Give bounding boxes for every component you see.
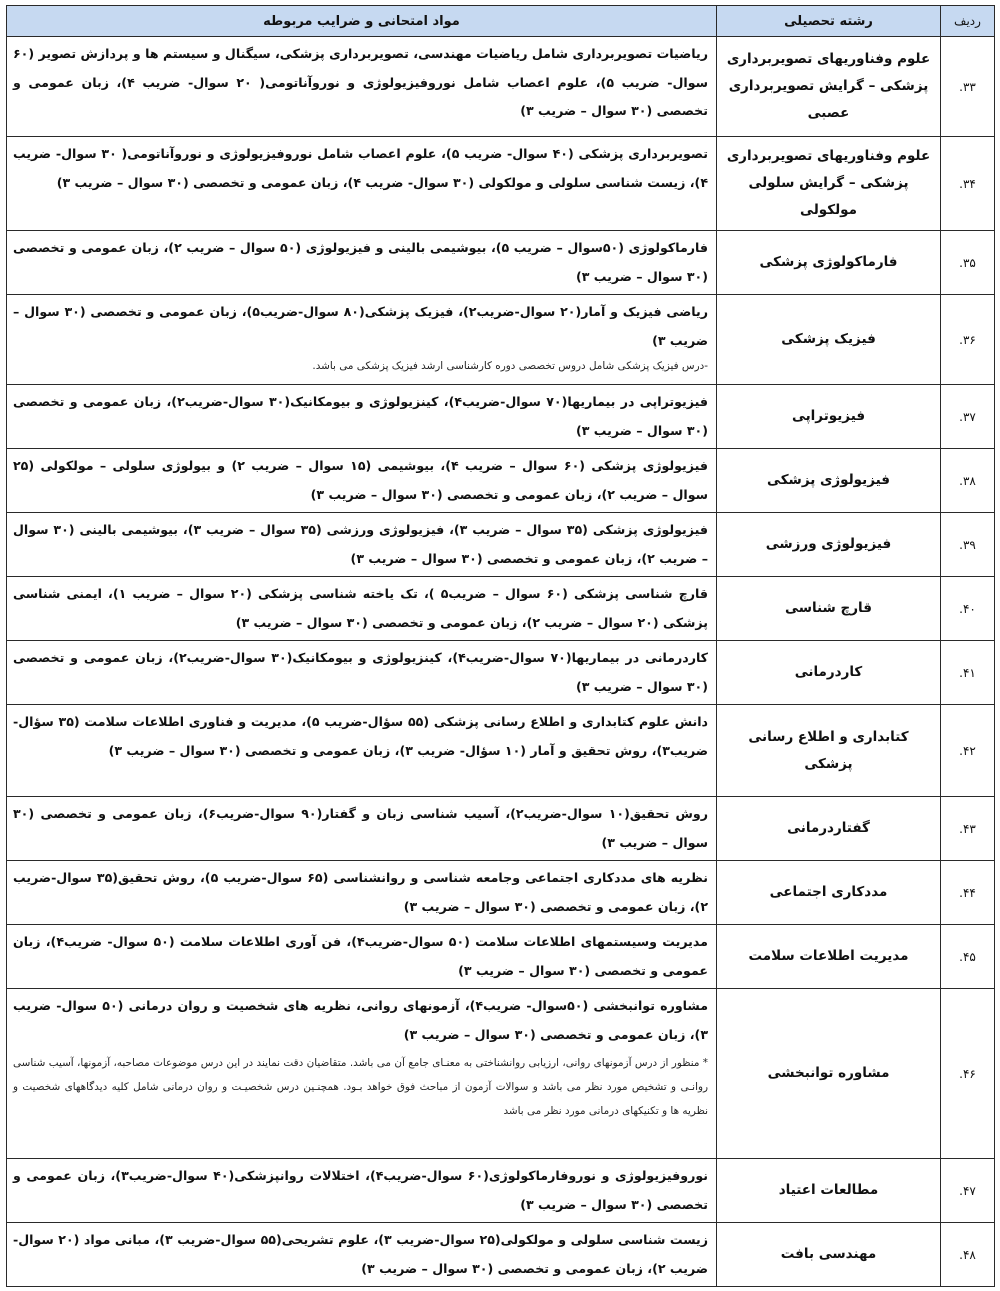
table-row [7, 705, 995, 797]
header-row-number: ردیف [941, 6, 995, 37]
field-name: فیزیولوژی ورزشی [717, 513, 941, 577]
subjects-cell [7, 449, 717, 513]
subjects-cell [7, 385, 717, 449]
field-name: مهندسی بافت [717, 1223, 941, 1287]
table-body [7, 37, 995, 1287]
subjects-text: مدیریت وسیستمهای اطلاعات سلامت (۵۰ سوال-ضریب۴)، فن آوری اطلاعات سلامت (۵۰ سوال- ضریب۴)، زبان عمومی و تخصصی (۳۰ سوال – ضریب ۳) [13, 934, 708, 978]
subjects-cell [7, 1223, 717, 1287]
subjects-text: فیزیوتراپی در بیماریها(۷۰ سوال-ضریب۴)، کینزیولوژی و بیومکانیک(۳۰ سوال-ضریب۲)، زبان عمومی و تخصصی (۳۰ سوال – ضریب ۳) [13, 394, 709, 438]
field-name: مشاوره توانبخشی [717, 989, 941, 1159]
table-row [7, 449, 995, 513]
subjects-cell [7, 705, 717, 797]
row-number: ۴۲. [941, 705, 995, 797]
subjects-cell [7, 797, 717, 861]
subjects-text: ریاضی فیزیک و آمار(۲۰ سوال-ضریب۲)، فیزیک پزشکی(۸۰ سوال-ضریب۵)، زبان عمومی و تخصصی (۳۰ سوال – ضریب ۳) [13, 304, 708, 348]
table-row [7, 295, 995, 385]
subjects-text: فیزیولوژی پزشکی (۳۵ سوال – ضریب ۳)، فیزیولوژی ورزشی (۳۵ سوال – ضریب ۳)، بیوشیمی بالینی (۳۰ سوال – ضریب ۲)، زبان عمومی و تخصصی (۳۰ سوال – ضریب ۳) [13, 522, 708, 566]
subjects-cell [7, 577, 717, 641]
header-subjects: مواد امتحانی و ضرایب مربوطه [7, 6, 717, 37]
row-number: ۴۰. [941, 577, 995, 641]
subjects-cell [7, 925, 717, 989]
subjects-text: مشاوره توانبخشی (۵۰سوال- ضریب۴)، آزمونهای روانی، نظریه های شخصیت و روان درمانی (۵۰ سوال- ضریب ۳)، زبان عمومی و تخصصی (۳۰ سوال – ضریب ۳) [13, 998, 708, 1042]
subjects-text: نوروفیزیولوژی و نوروفارماکولوژی(۶۰ سوال-ضریب۴)، اختلالات روانپزشکی(۴۰ سوال-ضریب۳)، زبان عمومی و تخصصی (۳۰ سوال – ضریب ۳) [13, 1168, 708, 1212]
field-name: فیزیک پزشکی [717, 295, 941, 385]
subjects-text: دانش علوم کتابداری و اطلاع رسانی پزشکی (۵۵ سؤال-ضریب ۵)، مدیریت و فناوری اطلاعات سلامت (۳۵ سؤال-ضریب۳)، روش تحقیق و آمار (۱۰ سؤال- ضریب ۳)، زبان عمومی و تخصصی (۳۰ سوال – ضریب ۳) [13, 714, 709, 758]
row-number: ۴۸. [941, 1223, 995, 1287]
subjects-cell [7, 295, 717, 385]
field-name: مددکاری اجتماعی [717, 861, 941, 925]
table-row [7, 231, 995, 295]
subjects-text: زیست شناسی سلولی و مولکولی(۲۵ سوال-ضریب ۳)، علوم تشریحی(۵۵ سوال-ضریب ۳)، مبانی مواد (۲۰ سوال- ضریب ۲)، زبان عمومی و تخصصی (۳۰ سوال – ضریب ۳) [13, 1232, 709, 1276]
row-number: ۴۶. [941, 989, 995, 1159]
subjects-cell [7, 861, 717, 925]
exam-subjects-table [6, 5, 995, 1287]
subjects-note: -درس فیزیک پزشکی شامل دروس تخصصی دوره کارشناسی ارشد فیزیک پزشکی می باشد. [312, 360, 708, 372]
row-number: ۳۸. [941, 449, 995, 513]
row-number: ۳۵. [941, 231, 995, 295]
subjects-text: قارچ شناسی پزشکی (۶۰ سوال – ضریب۵ )، تک یاخته شناسی پزشکی (۲۰ سوال – ضریب ۱)، ایمنی شناسی پزشکی (۲۰ سوال – ضریب ۲)، زبان عمومی و تخصصی (۳۰ سوال – ضریب ۳) [13, 586, 708, 630]
field-name: فیزیولوژی پزشکی [717, 449, 941, 513]
field-name: فیزیوتراپی [717, 385, 941, 449]
field-name: علوم وفناوریهای تصویربرداری پزشکی – گرایش تصویربرداری عصبی [717, 37, 941, 137]
field-name: کتابداری و اطلاع رسانی پزشکی [717, 705, 941, 797]
field-name: گفتاردرمانی [717, 797, 941, 861]
table-row [7, 1223, 995, 1287]
table-row [7, 513, 995, 577]
row-number: ۴۵. [941, 925, 995, 989]
table-row [7, 797, 995, 861]
subjects-note: * منظور از درس آزمونهای روانی، ارزیابی روانشناختی به معنـای جامع آن می باشد. متقاضیان دقت نمایند در این درس موضوعات مصاحبه، آزمونها، آسیب شناسی روانـی و تشخیص مورد نظر می باشد و سوالات آزمون از مباحث فوق خواهد بـود. همچنـین درس شخصیـت و روان درمانی شامل کلیه دیدگاههای شخصیت و نظریه ها و تکنیکهای درمانی مورد نظر می باشد [13, 1057, 708, 1117]
subjects-cell [7, 231, 717, 295]
table-row [7, 385, 995, 449]
subjects-text: نظریه های مددکاری اجتماعی وجامعه شناسی و روانشناسی (۶۵ سوال-ضریب ۵)، روش تحقیق(۳۵ سوال-ضریب ۲)، زبان عمومی و تخصصی (۳۰ سوال – ضریب ۳) [13, 870, 708, 914]
row-number: ۳۷. [941, 385, 995, 449]
subjects-cell [7, 513, 717, 577]
row-number: ۴۳. [941, 797, 995, 861]
row-number: ۳۴. [941, 137, 995, 231]
header-field: رشته تحصیلی [717, 6, 941, 37]
field-name: قارچ شناسی [717, 577, 941, 641]
table-row [7, 137, 995, 231]
field-name: کاردرمانی [717, 641, 941, 705]
field-name: علوم وفناوریهای تصویربرداری پزشکی – گرایش سلولی مولکولی [717, 137, 941, 231]
subjects-text: ریاضیات تصویربرداری شامل ریاضیات مهندسی، تصویربرداری پزشکی، سیگنال و سیستم ها و پردازش تصویر (۶۰ سوال- ضریب ۵)، علوم اعصاب شامل نوروفیزیولوژی و نوروآناتومی( ۲۰ سوال- ضریب ۴)، زبان عمومی و تخصصی (۳۰ سوال – ضریب ۳) [13, 46, 708, 118]
field-name: مدیریت اطلاعات سلامت [717, 925, 941, 989]
subjects-cell [7, 641, 717, 705]
row-number: ۴۷. [941, 1159, 995, 1223]
subjects-text: روش تحقیق(۱۰ سوال-ضریب۲)، آسیب شناسی زبان و گفتار(۹۰ سوال-ضریب۶)، زبان عمومی و تخصصی (۳۰ سوال – ضریب ۳) [13, 806, 708, 850]
field-name: مطالعات اعتیاد [717, 1159, 941, 1223]
table-row [7, 37, 995, 137]
header-row [7, 6, 995, 37]
row-number: ۴۱. [941, 641, 995, 705]
table-row [7, 925, 995, 989]
subjects-cell [7, 137, 717, 231]
row-number: ۴۴. [941, 861, 995, 925]
table-row [7, 861, 995, 925]
subjects-cell [7, 989, 717, 1159]
row-number: ۳۹. [941, 513, 995, 577]
row-number: ۳۶. [941, 295, 995, 385]
subjects-cell [7, 1159, 717, 1223]
row-number: ۳۳. [941, 37, 995, 137]
subjects-cell [7, 37, 717, 137]
table-row [7, 577, 995, 641]
table-row [7, 641, 995, 705]
table-row [7, 989, 995, 1159]
table-header [7, 6, 995, 37]
table-row [7, 1159, 995, 1223]
subjects-text: کاردرمانی در بیماریها(۷۰ سوال-ضریب۴)، کینزیولوژی و بیومکانیک(۳۰ سوال-ضریب۲)، زبان عمومی و تخصصی (۳۰ سوال – ضریب ۳) [13, 650, 708, 694]
subjects-text: فیزیولوژی پزشکی (۶۰ سوال – ضریب ۴)، بیوشیمی (۱۵ سوال – ضریب ۲) و بیولوژی سلولی – مولکولی (۲۵ سوال – ضریب ۲)، زبان عمومی و تخصصی (۳۰ سوال – ضریب ۳) [13, 458, 708, 502]
subjects-text: تصویربرداری پزشکی (۴۰ سوال- ضریب ۵)، علوم اعصاب شامل نوروفیزیولوژی و نوروآناتومی( ۳۰ سوال- ضریب ۴)، زیست شناسی سلولی و مولکولی (۳۰ سوال- ضریب ۴)، زبان عمومی و تخصصی (۳۰ سوال – ضریب ۳) [13, 146, 708, 190]
subjects-text: فارماکولوژی (۵۰سوال – ضریب ۵)، بیوشیمی بالینی و فیزیولوژی (۵۰ سوال – ضریب ۲)، زبان عمومی و تخصصی (۳۰ سوال – ضریب ۳) [13, 240, 708, 284]
field-name: فارماکولوژی پزشکی [717, 231, 941, 295]
